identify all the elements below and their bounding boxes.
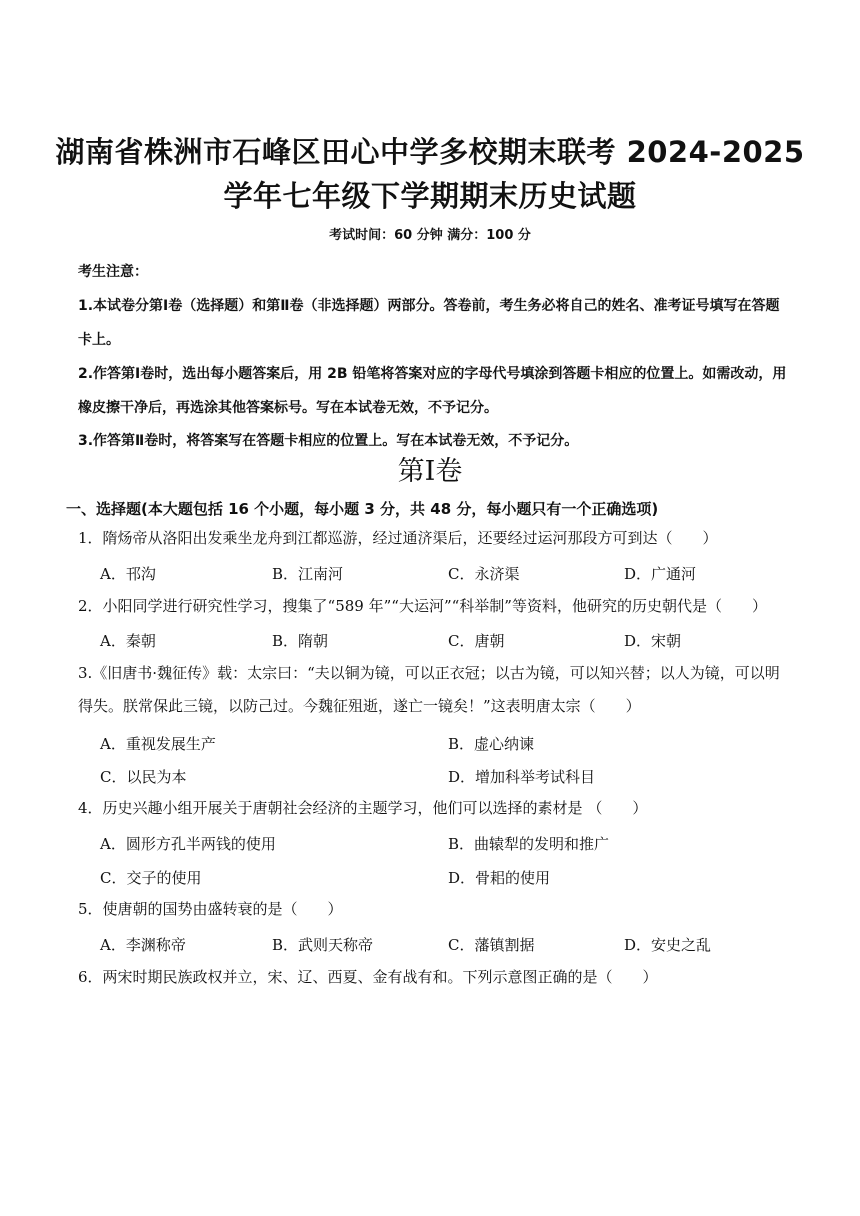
option-d: D．广通河 <box>624 565 697 583</box>
question-5: 5．使唐朝的国势由盛转衰的是（ ） <box>78 900 343 918</box>
question-6: 6．两宋时期民族政权并立，宋、辽、西夏、金有战有和。下列示意图正确的是（ ） <box>78 968 658 986</box>
option-b: B．江南河 <box>272 565 344 583</box>
question-4-options-row-2 <box>100 867 790 891</box>
option-d: D．安史之乱 <box>624 936 712 954</box>
volume-title: 第Ⅰ卷 <box>397 456 463 487</box>
option-c: C．以民为本 <box>100 768 187 786</box>
option-b: B．曲辕犁的发明和推广 <box>448 835 610 853</box>
notice-heading: 考生注意： <box>78 264 148 280</box>
question-1: 1．隋炀帝从洛阳出发乘坐龙舟到江都巡游，经过通济渠后，还要经过运河那段方可到达（ ） <box>78 529 718 547</box>
notice-item-3: 3.作答第Ⅱ卷时，将答案写在答题卡相应的位置上。写在本试卷无效，不予记分。 <box>78 433 579 449</box>
option-c: C．唐朝 <box>448 632 505 650</box>
question-1-options <box>100 563 790 587</box>
option-b: B．虚心纳谏 <box>448 735 535 753</box>
exam-title-line-2: 学年七年级下学期期末历史试题 <box>223 179 637 213</box>
option-a: A．邗沟 <box>100 565 156 583</box>
option-c: C．藩镇割据 <box>448 936 535 954</box>
question-2-options <box>100 630 790 654</box>
question-3-options-row-1 <box>100 733 790 757</box>
exam-title-line-1: 湖南省株洲市石峰区田心中学多校期末联考 2024-2025 <box>55 135 805 169</box>
exam-meta: 考试时间：60 分钟 满分：100 分 <box>329 228 531 243</box>
question-4: 4．历史兴趣小组开展关于唐朝社会经济的主题学习，他们可以选择的素材是 （ ） <box>78 799 648 817</box>
section-title: 一、选择题(本大题包括 16 个小题，每小题 3 分，共 48 分，每小题只有一个正确选项) <box>66 500 659 518</box>
option-b: B．隋朝 <box>272 632 329 650</box>
option-c: C．交子的使用 <box>100 869 202 887</box>
notice-item-1: 1.本试卷分第Ⅰ卷（选择题）和第Ⅱ卷（非选择题）两部分。答卷前，考生务必将自己的姓名、准考证号填写在答题卡上。 <box>78 298 780 348</box>
option-d: D．宋朝 <box>624 632 682 650</box>
option-d: D．骨耜的使用 <box>448 869 551 887</box>
option-a: A．秦朝 <box>100 632 156 650</box>
option-a: A．圆形方孔半两钱的使用 <box>100 835 276 853</box>
option-d: D．增加科举考试科目 <box>448 768 596 786</box>
question-4-options-row-1 <box>100 833 790 857</box>
option-b: B．武则天称帝 <box>272 936 374 954</box>
option-a: A．李渊称帝 <box>100 936 186 954</box>
question-5-options <box>100 934 790 958</box>
option-a: A．重视发展生产 <box>100 735 216 753</box>
question-3: 3.《旧唐书·魏征传》载：太宗曰：“夫以铜为镜，可以正衣冠；以古为镜，可以知兴替；以人为镜，可以明得失。朕常保此三镜，以防己过。今魏征殂逝，遂亡一镜矣！”这表明唐太宗（ ） <box>78 664 780 715</box>
question-2: 2．小阳同学进行研究性学习，搜集了“589 年”“大运河”“科举制”等资料，他研究的历史朝代是（ ） <box>78 597 767 615</box>
question-3-options-row-2 <box>100 766 790 790</box>
option-c: C．永济渠 <box>448 565 520 583</box>
notice-item-2: 2.作答第Ⅰ卷时，选出每小题答案后，用 2B 铅笔将答案对应的字母代号填涂到答题卡相应的位置上。如需改动，用橡皮擦干净后，再选涂其他答案标号。写在本试卷无效，不予记分。 <box>78 366 787 416</box>
